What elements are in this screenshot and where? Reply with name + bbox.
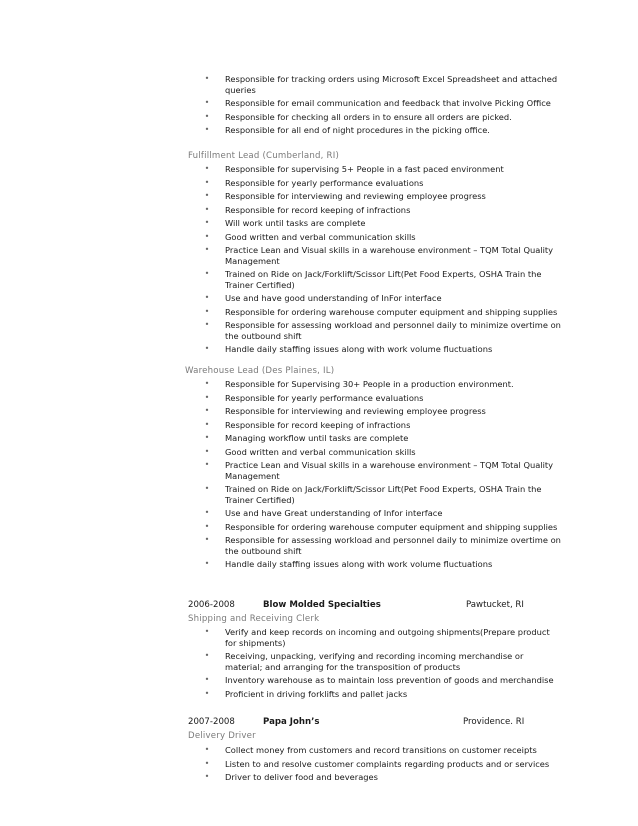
bullet-icon: • [204, 111, 210, 121]
bullet-icon: • [204, 344, 210, 353]
job-years: 2007-2008 [188, 717, 235, 727]
bullet-item [203, 112, 563, 123]
bullet-text: Good written and verbal communication skills [225, 446, 416, 457]
bullet-icon: • [204, 406, 210, 415]
bullet-text: Good written and verbal communication skills [225, 231, 416, 242]
bullet-item [203, 269, 563, 290]
bullet-text: Responsible for assessing workload and personnel daily to minimize overtime on the outbound shift [225, 535, 561, 556]
bullet-text: Trained on Ride on Jack/Forklift/Scissor Lift(Pet Food Experts, OSHA Train the Trainer Certified) [225, 269, 542, 290]
bullet-icon: • [204, 651, 210, 660]
bullet-text: Inventory warehouse as to maintain loss prevention of goods and merchandise [225, 675, 554, 685]
bullet-icon: • [204, 164, 210, 173]
bullet-text: Collect money from customers and record transitions on customer receipts [225, 745, 537, 755]
bullet-text: Receiving, unpacking, verifying and recording incoming merchandise or material; and arranging for the transposition of products [225, 651, 524, 672]
bullet-icon: • [204, 98, 210, 107]
bullet-item [203, 651, 563, 672]
bullet-item [203, 98, 563, 109]
bullet-icon: • [204, 758, 210, 768]
bullet-icon: • [204, 419, 210, 429]
bullet-item [203, 772, 563, 783]
bullet-text: Responsible for supervising 5+ People in a fast paced environment [225, 164, 504, 174]
bullet-icon: • [204, 74, 210, 83]
bullet-item [203, 406, 563, 417]
warehouse-lead-heading: Warehouse Lead (Des Plaines, IL) [185, 366, 335, 376]
bullet-icon: • [204, 177, 210, 187]
bullet-icon: • [204, 745, 210, 754]
bullet-item [203, 393, 563, 404]
bullet-item [203, 745, 563, 756]
bullet-item [203, 484, 563, 505]
bullet-item [203, 447, 563, 458]
bullet-item [203, 293, 563, 304]
bullet-icon: • [204, 508, 210, 517]
bullet-item [203, 379, 563, 390]
bullet-text: Responsible for all end of night procedures in the picking office. [225, 125, 490, 135]
bullet-text: Verify and keep records on incoming and outgoing shipments(Prepare product for shipments) [225, 627, 550, 648]
bullet-text: Responsible for interviewing and reviewing employee progress [225, 406, 486, 416]
bullet-text: Responsible for record keeping of infractions [225, 419, 411, 430]
bullet-item [203, 191, 563, 202]
bullet-icon: • [204, 688, 210, 698]
bullet-text: Responsible for record keeping of infractions [225, 204, 411, 215]
bullet-item [203, 205, 563, 216]
bullet-item [203, 344, 563, 355]
bullet-item [203, 178, 563, 189]
bullet-icon: • [204, 218, 210, 227]
bullet-icon: • [204, 320, 210, 329]
bullet-item [203, 218, 563, 229]
bullet-text: Responsible for yearly performance evaluations [225, 392, 424, 403]
job-company: Papa John’s [263, 717, 320, 727]
bullet-text: Trained on Ride on Jack/Forklift/Scissor Lift(Pet Food Experts, OSHA Train the Trainer Certified) [225, 484, 542, 505]
bullet-item [203, 433, 563, 444]
bullet-icon: • [204, 772, 210, 781]
bullet-item [203, 420, 563, 431]
bullet-item [203, 759, 563, 770]
bullet-text: Responsible for yearly performance evaluations [225, 177, 424, 188]
bullet-text: Responsible for Supervising 30+ People in a production environment. [225, 379, 514, 389]
bullet-item [203, 675, 563, 686]
bullet-icon: • [204, 306, 210, 316]
bullet-text: Responsible for ordering warehouse computer equipment and shipping supplies [225, 306, 558, 317]
bullet-text: Listen to and resolve customer complaints regarding products and or services [225, 758, 550, 769]
bullet-icon: • [204, 535, 210, 544]
bullet-item [203, 164, 563, 175]
bullet-icon: • [204, 191, 210, 200]
bullet-text: Driver to deliver food and beverages [225, 772, 378, 782]
warehouse-lead-duties-list [203, 379, 563, 573]
bullet-text: Managing workflow until tasks are complete [225, 433, 409, 443]
bullet-icon: • [204, 204, 210, 214]
bullet-item [203, 245, 563, 266]
bullet-text: Use and have Great understanding of Infor interface [225, 508, 443, 518]
bullet-item [203, 460, 563, 481]
bullet-item [203, 307, 563, 318]
bullet-item [203, 522, 563, 533]
bullet-text: Handle daily staffing issues along with work volume fluctuations [225, 559, 493, 569]
job-header-papa-johns [188, 717, 568, 729]
bullet-item [203, 559, 563, 570]
fulfillment-lead-duties-list [203, 164, 563, 358]
bullet-text: Responsible for tracking orders using Microsoft Excel Spreadsheet and attached queries [225, 74, 558, 95]
bullet-text: Responsible for ordering warehouse computer equipment and shipping supplies [225, 521, 558, 532]
bullet-icon: • [204, 379, 210, 388]
bullet-icon: • [204, 392, 210, 402]
picking-office-duties-list [203, 74, 563, 139]
bullet-item [203, 232, 563, 243]
bullet-text: Responsible for email communication and feedback that involve Picking Office [225, 98, 551, 108]
bullet-text: Will work until tasks are complete [225, 218, 366, 228]
bullet-icon: • [204, 433, 210, 442]
bullet-text: Proficient in driving forklifts and pallet jacks [225, 688, 408, 699]
job-header-blow-molded [188, 600, 568, 612]
bullet-text: Responsible for interviewing and reviewing employee progress [225, 191, 486, 201]
job-role: Delivery Driver [188, 731, 256, 741]
job-location: Providence. RI [463, 717, 525, 727]
job-location: Pawtucket, RI [466, 600, 524, 610]
bullet-icon: • [204, 293, 210, 302]
bullet-item [203, 627, 563, 648]
papa-johns-duties-list [203, 745, 563, 786]
bullet-item [203, 535, 563, 556]
bullet-text: Use and have good understanding of InFor interface [225, 293, 442, 303]
bullet-text: Handle daily staffing issues along with work volume fluctuations [225, 344, 493, 354]
bullet-item [203, 689, 563, 700]
bullet-icon: • [204, 627, 210, 636]
bullet-item [203, 320, 563, 341]
bullet-text: Practice Lean and Visual skills in a warehouse environment – TQM Total Quality Management [225, 245, 554, 266]
blow-molded-duties-list [203, 627, 563, 702]
job-company: Blow Molded Specialties [263, 600, 381, 610]
bullet-text: Practice Lean and Visual skills in a warehouse environment – TQM Total Quality Management [225, 460, 554, 481]
bullet-icon: • [204, 559, 210, 568]
bullet-text: Responsible for checking all orders in to ensure all orders are picked. [225, 111, 512, 122]
bullet-icon: • [204, 521, 210, 531]
bullet-item [203, 74, 563, 95]
bullet-icon: • [204, 675, 210, 684]
bullet-icon: • [204, 484, 210, 493]
bullet-icon: • [204, 269, 210, 278]
bullet-item [203, 125, 563, 136]
job-role: Shipping and Receiving Clerk [188, 614, 320, 624]
bullet-icon: • [204, 231, 210, 241]
job-years: 2006-2008 [188, 600, 235, 610]
fulfillment-lead-heading: Fulfillment Lead (Cumberland, RI) [188, 151, 340, 161]
bullet-icon: • [204, 125, 210, 134]
bullet-icon: • [204, 460, 210, 469]
bullet-text: Responsible for assessing workload and personnel daily to minimize overtime on the outbound shift [225, 320, 561, 341]
bullet-icon: • [204, 446, 210, 456]
bullet-item [203, 508, 563, 519]
bullet-icon: • [204, 245, 210, 254]
